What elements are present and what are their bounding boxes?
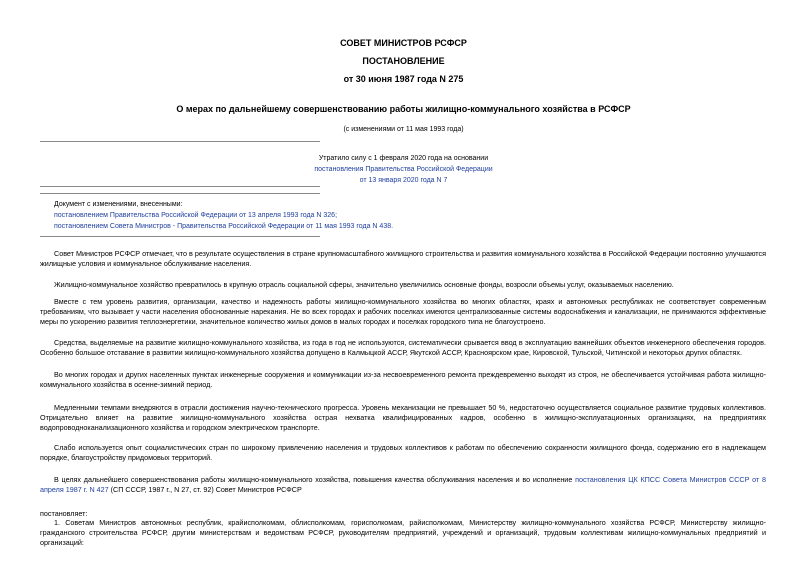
paragraph-7: Слабо используется опыт социалистических стран по широкому привлечению населения и трудовых коллективов к работам по обеспечению сохранности жилищного фонда, содержанию его в надлежащем порядке, благоустройству придомовых территорий.: [40, 443, 766, 462]
paragraph-2: Жилищно-коммунальное хозяйство превратилось в крупную отрасль социальной сферы, значительно увеличились основные фонды, возросли объемы услуг, оказываемых населению.: [54, 280, 674, 289]
item-1: 1. Советам Министров автономных республик, крайисполкомам, облисполкомам, горисполкомам, райисполкомам, Министерству жилищно-коммунального хозяйства РСФСР, Министерству жилищно-гражданского строительства РСФСР, другим министерствам и ведомствам РСФСР, руководителям предприятий, учреждений и организаций, трудовым коллективам жилищно-коммунальных предприятий и организаций:: [40, 518, 766, 547]
divider: [40, 186, 320, 187]
cpsu-resolution-link[interactable]: постановления ЦК КПСС Совета Министров СССР от 8 апреля 1987 г. N 427: [40, 475, 766, 494]
amendment-link-2[interactable]: постановлением Совета Министров - Правительства Российской Федерации от 11 мая 1993 года N 438.: [54, 223, 394, 230]
repeal-link-act[interactable]: постановления Правительства Российской Федерации: [314, 166, 493, 173]
preamble-citation: (СП СССР, 1987 г., N 27, ст. 92) Совет Министров РСФСР: [108, 485, 302, 494]
paragraph-6: Медленными темпами внедряются в отрасли достижения научно-технического прогресса. Уровень механизации не превышает 50 %, недостаточно осуществляется социальное развитие трудовых коллективов. Отрицательно влияет на развитие жилищно-коммунального хозяйства острая нехватка квалифицированных кадров, особенно в жилищно-эксплуатационных организациях, на предприятиях водопроводноканализационного хозяйства и городском электрическом транспорте.: [40, 403, 766, 432]
resolves-label: постановляет:: [40, 509, 88, 518]
repeal-text: Утратило силу с 1 февраля 2020 года на основании: [318, 155, 489, 162]
paragraph-4: Средства, выделяемые на развитие жилищно-коммунального хозяйства, из года в год не используются, систематически срывается ввод в эксплуатацию важнейших объектов инженерного обеспечения городов. Особенно большое отставание в развитии жилищно-коммунального хозяйства допущено в Калмыцкой АССР, Якутской АССР, Красноярском крае, Кировской, Тульской, Читинской и некоторых других областях.: [40, 338, 766, 357]
changes-note: (с изменениями от 11 мая 1993 года): [343, 126, 464, 133]
repeal-link-date[interactable]: от 13 января 2020 года N 7: [359, 177, 448, 184]
paragraph-5: Во многих городах и других населенных пунктах инженерные сооружения и коммуникации из-за несвоевременного ремонта преждевременно выходят из строя, не обеспечивается устойчивая работа жилищно-коммунального хозяйства в осенне-зимний период.: [40, 370, 766, 389]
divider: [40, 141, 320, 142]
doc-type-heading: ПОСТАНОВЛЕНИЕ: [362, 56, 445, 66]
document-title: О мерах по дальнейшему совершенствованию работы жилищно-коммунального хозяйства в РСФСР: [176, 104, 631, 114]
amendment-link-1[interactable]: постановлением Правительства Российской Федерации от 13 апреля 1993 года N 326;: [54, 212, 338, 219]
amendments-block: [54, 199, 393, 232]
divider: [40, 236, 320, 237]
paragraph-preamble: [40, 475, 766, 495]
paragraph-1: Совет Министров РСФСР отмечает, что в результате осуществления в стране крупномасштабного жилищного строительства и развития коммунального хозяйства в Российской Федерации постоянно улучшаются жилищные условия и коммунальное обслуживание населения.: [40, 249, 766, 268]
date-number: от 30 июня 1987 года N 275: [343, 74, 464, 84]
divider: [40, 193, 320, 194]
paragraph-3: Вместе с тем уровень развития, организации, качество и надежность работы жилищно-коммунального хозяйства во многих областях, краях и автономных республиках не соответствует современным требованиям, что вызывает у части населения обоснованные нарекания. Не во всех городах и рабочих поселках имеются централизованные системы водоснабжения и канализации, не принимаются эффективные меры по ускорению развития теплоэнергетики, значительное количество жилых домов в малых городах и поселках городского типа не благоустроено.: [40, 297, 766, 326]
amendments-intro: Документ с изменениями, внесенными:: [54, 201, 183, 208]
repeal-status: [0, 153, 807, 186]
org-heading: СОВЕТ МИНИСТРОВ РСФСР: [340, 38, 467, 48]
preamble-text: В целях дальнейшего совершенствования работы жилищно-коммунального хозяйства, повышения качества обслуживания населения и во исполнение: [54, 475, 576, 484]
